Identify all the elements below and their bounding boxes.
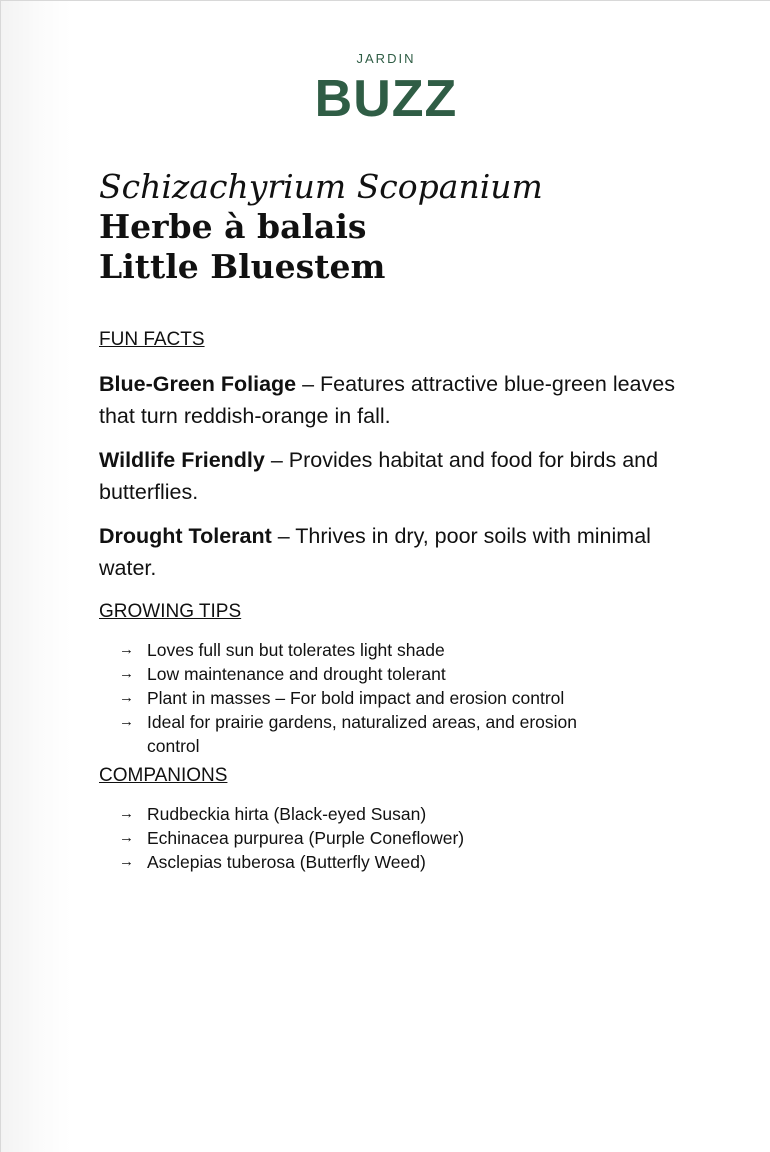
arrow-right-icon: → xyxy=(119,665,134,682)
list-item: → Echinacea purpurea (Purple Coneflower) xyxy=(119,828,465,848)
list-item: → Low maintenance and drought tolerant xyxy=(119,664,446,684)
french-name: Herbe à balais xyxy=(99,207,367,246)
arrow-right-icon: → xyxy=(119,805,134,822)
english-name: Little Bluestem xyxy=(99,247,386,286)
growing-tips-list xyxy=(119,638,639,758)
fact-text: – Features attractive blue-green leaves that turn reddish-orange in fall. xyxy=(99,372,675,428)
fun-facts-heading: FUN FACTS xyxy=(99,329,205,350)
fact-text: – Thrives in dry, poor soils with minimal water. xyxy=(99,524,651,580)
fact-title: Blue-Green Foliage xyxy=(99,372,297,396)
fact-item xyxy=(99,520,689,584)
arrow-right-icon: → xyxy=(119,853,134,870)
arrow-right-icon: → xyxy=(119,713,134,730)
growing-tips-heading: GROWING TIPS xyxy=(99,601,242,622)
fact-title: Drought Tolerant xyxy=(99,524,272,548)
latin-name: Schizachyrium Scopanium xyxy=(99,167,543,206)
list-item: → Loves full sun but tolerates light shade xyxy=(119,640,445,660)
arrow-right-icon: → xyxy=(119,641,134,658)
companions-list xyxy=(119,802,639,874)
logo-big-text: BUZZ xyxy=(314,70,458,128)
list-item: → Asclepias tuberosa (Butterfly Weed) xyxy=(119,852,426,872)
fact-item xyxy=(99,368,689,432)
list-item: → Rudbeckia hirta (Black-eyed Susan) xyxy=(119,804,427,824)
fact-title: Wildlife Friendly xyxy=(99,448,265,472)
jardin-buzz-logo xyxy=(301,49,471,131)
logo-small-text: JARDIN xyxy=(356,51,416,66)
arrow-right-icon: → xyxy=(119,689,134,706)
arrow-right-icon: → xyxy=(119,829,134,846)
companions-heading: COMPANIONS xyxy=(99,765,228,786)
list-item: → Ideal for prairie gardens, naturalized areas, and erosion control xyxy=(119,712,577,756)
plant-titles xyxy=(99,167,543,287)
fact-text: – Provides habitat and food for birds and butterflies. xyxy=(99,448,659,504)
list-item: → Plant in masses – For bold impact and erosion control xyxy=(119,688,565,708)
fact-item xyxy=(99,444,689,508)
